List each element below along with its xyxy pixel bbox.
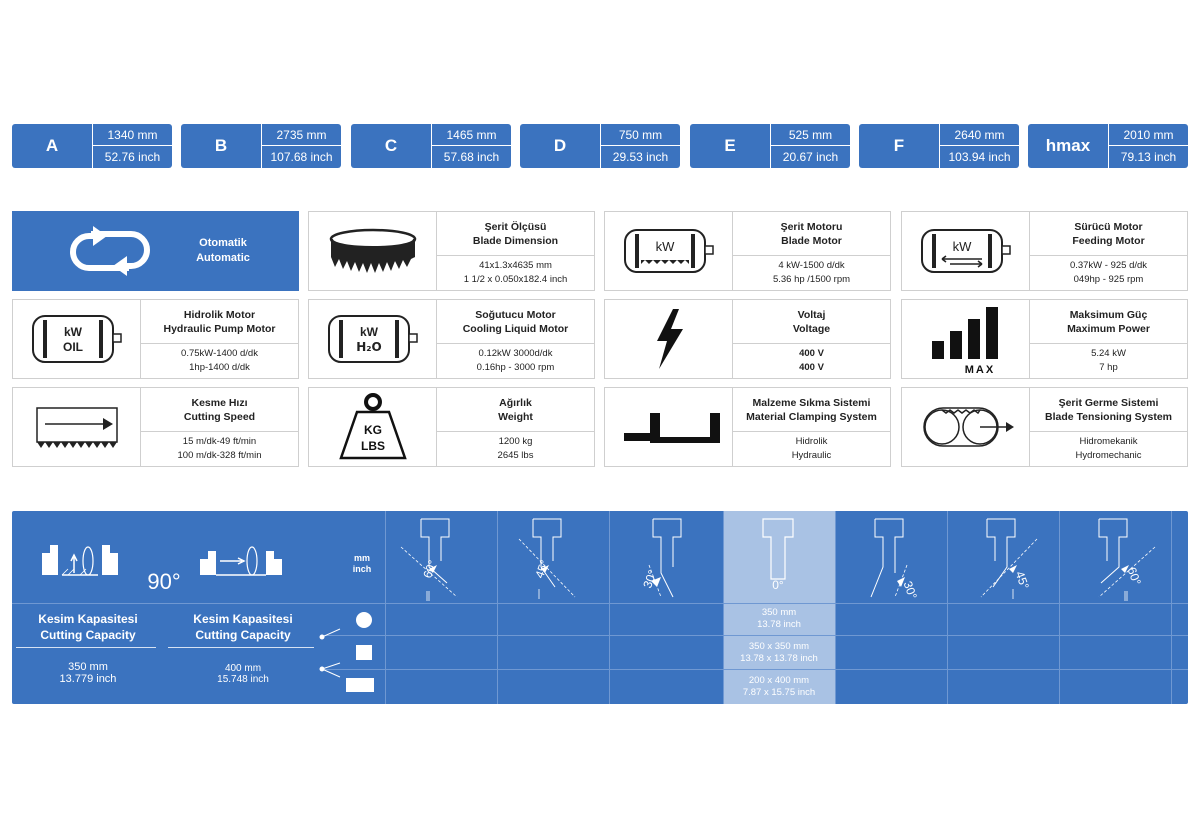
angle-60-right-icon: [1059, 517, 1171, 601]
spec-value-1: 1200 kg: [498, 436, 533, 447]
blade-band-icon: [309, 212, 437, 290]
spec-title-en: Feeding Motor: [1072, 234, 1145, 247]
lightning-icon: [605, 300, 733, 378]
spec-title-en: Maximum Power: [1067, 322, 1150, 335]
spec-card-blade-dimension: [308, 211, 595, 291]
dimension-inch: 52.76 inch: [92, 146, 172, 168]
spec-card-voltage: [604, 299, 891, 379]
dimension-inch: 79.13 inch: [1108, 146, 1188, 168]
spec-value-2: 7 hp: [1099, 362, 1118, 373]
spec-title-tr: Maksimum Güç: [1069, 308, 1148, 321]
feeding-motor-icon: [902, 212, 1030, 290]
spec-title-en: Blade Motor: [781, 234, 842, 247]
spec-value-1: Hidromekanik: [1079, 436, 1138, 447]
angle-label: 60°: [420, 558, 440, 581]
dimension-label: C: [384, 136, 398, 155]
dimension-label: F: [893, 136, 905, 155]
weight-icon: [309, 388, 437, 466]
angle-label: 30°: [640, 568, 660, 591]
spec-card-cooling-motor: [308, 299, 595, 379]
spec-card-max-power: [901, 299, 1188, 379]
automatic-card: [12, 211, 299, 291]
spec-title-tr: Sürücü Motor: [1074, 220, 1143, 233]
blade-tension-icon: [902, 388, 1030, 466]
round-material-icon: [356, 612, 372, 628]
rectangle-material-icon: [346, 678, 374, 692]
motor-kw-text: kW: [952, 239, 971, 254]
spec-card-clamping: [604, 387, 891, 467]
spec-title-en: Blade Tensioning System: [1045, 410, 1172, 423]
spec-title-tr: Voltaj: [797, 308, 826, 321]
blade-motor-icon: [605, 212, 733, 290]
spec-value-2: 1hp-1400 d/dk: [189, 362, 250, 373]
rect-capacity-inch: 7.87 x 15.75 inch: [742, 687, 816, 698]
cycle-arrows-icon: [65, 222, 155, 285]
capacity-left-mm: 350 mm: [68, 661, 108, 673]
weight-kg-text: KG: [363, 423, 382, 437]
spec-value-2: 0.16hp - 3000 rpm: [476, 362, 555, 373]
dimension-inch: 29.53 inch: [600, 146, 680, 168]
angle-label: 0°: [772, 578, 784, 592]
angle-30-right-icon: [835, 517, 947, 601]
power-bars-icon: [902, 300, 1030, 378]
motor-kw-text: kW: [655, 239, 674, 254]
spec-title-tr: Şerit Germe Sistemi: [1058, 396, 1159, 409]
motor-h2o-text: H₂O: [355, 340, 382, 354]
spec-card-hydraulic-motor: [12, 299, 299, 379]
angle-label: 30°: [900, 579, 920, 601]
vise-icon: [605, 388, 733, 466]
coolant-motor-icon: [309, 300, 437, 378]
spec-value-2: 1 1/2 x 0.050x182.4 inch: [463, 274, 568, 285]
spec-value-2: 400 V: [799, 362, 824, 373]
dimension-mm: 525 mm: [770, 124, 850, 146]
spec-value-2: 2645 lbs: [497, 450, 534, 461]
spec-card-weight: [308, 387, 595, 467]
dimension-label: E: [724, 136, 736, 155]
spec-value-2: 100 m/dk-328 ft/min: [177, 450, 262, 461]
spec-value-2: Hydraulic: [791, 450, 832, 461]
spec-value-2: 049hp - 925 rpm: [1073, 274, 1144, 285]
capacity-right-mm: 400 mm: [224, 663, 262, 674]
automatic-label-en: Automatic: [196, 252, 250, 264]
vertical-vise-icon: [38, 539, 122, 582]
dimension-inch: 57.68 inch: [431, 146, 511, 168]
angle-90-label: 90°: [147, 569, 181, 594]
dimension-mm: 2735 mm: [261, 124, 341, 146]
spec-title-en: Cutting Speed: [183, 410, 256, 423]
square-material-icon: [356, 645, 372, 660]
motor-kw-text: kW: [359, 325, 378, 339]
angle-60-left-icon: [385, 517, 497, 601]
capacity-right-inch: 15.748 inch: [217, 674, 269, 685]
weight-lbs-text: LBS: [360, 439, 385, 453]
spec-value-1: 0.75kW-1400 d/dk: [181, 348, 258, 359]
spec-card-blade-motor: [604, 211, 891, 291]
dimension-mm: 2640 mm: [939, 124, 1019, 146]
spec-title-tr: Hidrolik Motor: [183, 308, 256, 321]
capacity-title-left: Kesim Kapasitesi Cutting Capacity: [38, 612, 138, 642]
motor-oil-text: OIL: [62, 340, 83, 354]
spec-title-tr: Şerit Ölçüsü: [484, 220, 547, 233]
angle-label: 60°: [1124, 565, 1144, 588]
angle-0-icon: [723, 517, 835, 601]
dimension-label: D: [553, 136, 567, 155]
dimension-inch: 20.67 inch: [770, 146, 850, 168]
units-label: mm inch: [352, 553, 372, 574]
dimension-mm: 2010 mm: [1108, 124, 1188, 146]
angle-label: 45°: [1012, 569, 1032, 592]
spec-title-tr: Malzeme Sıkma Sistemi: [752, 396, 871, 409]
spec-title-en: Blade Dimension: [472, 234, 559, 247]
dimension-c: [351, 124, 511, 168]
dimension-label: A: [45, 136, 59, 155]
spec-value-1: Hidrolik: [795, 436, 828, 447]
spec-value-1: 0.37kW - 925 d/dk: [1069, 260, 1148, 271]
spec-value-1: 5.24 kW: [1091, 348, 1126, 359]
spec-title-tr: Ağırlık: [499, 396, 532, 409]
dimension-a: [12, 124, 172, 168]
angle-45-right-icon: [947, 517, 1059, 601]
square-capacity-inch: 13.78 x 13.78 inch: [740, 653, 818, 664]
spec-value-1: 400 V: [799, 348, 824, 359]
dimension-label: B: [214, 136, 228, 155]
spec-value-1: 0.12kW 3000d/dk: [478, 348, 553, 359]
spec-value-1: 4 kW-1500 d/dk: [778, 260, 845, 271]
rect-capacity-mm: 200 x 400 mm: [748, 675, 810, 686]
cutting-capacity-panel: [12, 511, 1188, 704]
spec-value-2: 5.36 hp /1500 rpm: [772, 274, 851, 285]
dimension-e: [690, 124, 850, 168]
angle-45-left-icon: [497, 517, 609, 601]
horizontal-vise-icon: [196, 541, 286, 582]
capacity-left-inch: 13.779 inch: [59, 673, 117, 685]
max-label: MAX: [964, 364, 995, 375]
cutting-speed-icon: [13, 388, 141, 466]
automatic-label-tr: Otomatik: [199, 237, 247, 249]
spec-value-2: Hydromechanic: [1075, 450, 1142, 461]
spec-card-cutting-speed: [12, 387, 299, 467]
angle-label: 45°: [532, 558, 552, 581]
spec-title-en: Cooling Liquid Motor: [462, 322, 569, 335]
round-capacity-inch: 13.78 inch: [757, 619, 801, 630]
dimension-mm: 1465 mm: [431, 124, 511, 146]
spec-title-en: Hydraulic Pump Motor: [163, 322, 276, 335]
dimension-row: [12, 124, 1188, 170]
spec-title-tr: Kesme Hızı: [191, 396, 248, 409]
angle-30-left-icon: [609, 517, 721, 601]
connector-lines: [312, 611, 342, 681]
dimension-inch: 103.94 inch: [939, 146, 1019, 168]
automatic-label: [163, 236, 283, 266]
dimension-d: [520, 124, 680, 168]
spec-title-en: Material Clamping System: [746, 410, 877, 423]
round-capacity-mm: 350 mm: [761, 607, 797, 618]
dimension-f: [859, 124, 1019, 168]
hydraulic-motor-icon: [13, 300, 141, 378]
dimension-hmax: [1028, 124, 1188, 168]
dimension-inch: 107.68 inch: [261, 146, 341, 168]
spec-card-blade-tension: [901, 387, 1188, 467]
spec-title-en: Voltage: [792, 322, 831, 335]
spec-card-feeding-motor: [901, 211, 1188, 291]
spec-title-tr: Şerit Motoru: [780, 220, 843, 233]
dimension-mm: 750 mm: [600, 124, 680, 146]
dimension-label: hmax: [1045, 136, 1091, 155]
capacity-title-right: Kesim Kapasitesi Cutting Capacity: [193, 612, 293, 642]
spec-title-tr: Soğutucu Motor: [475, 308, 556, 321]
spec-value-1: 15 m/dk-49 ft/min: [182, 436, 257, 447]
square-capacity-mm: 350 x 350 mm: [748, 641, 810, 652]
motor-kw-text: kW: [63, 325, 82, 339]
spec-value-1: 41x1.3x4635 mm: [479, 260, 552, 271]
dimension-b: [181, 124, 341, 168]
spec-title-en: Weight: [498, 410, 533, 423]
dimension-mm: 1340 mm: [92, 124, 172, 146]
